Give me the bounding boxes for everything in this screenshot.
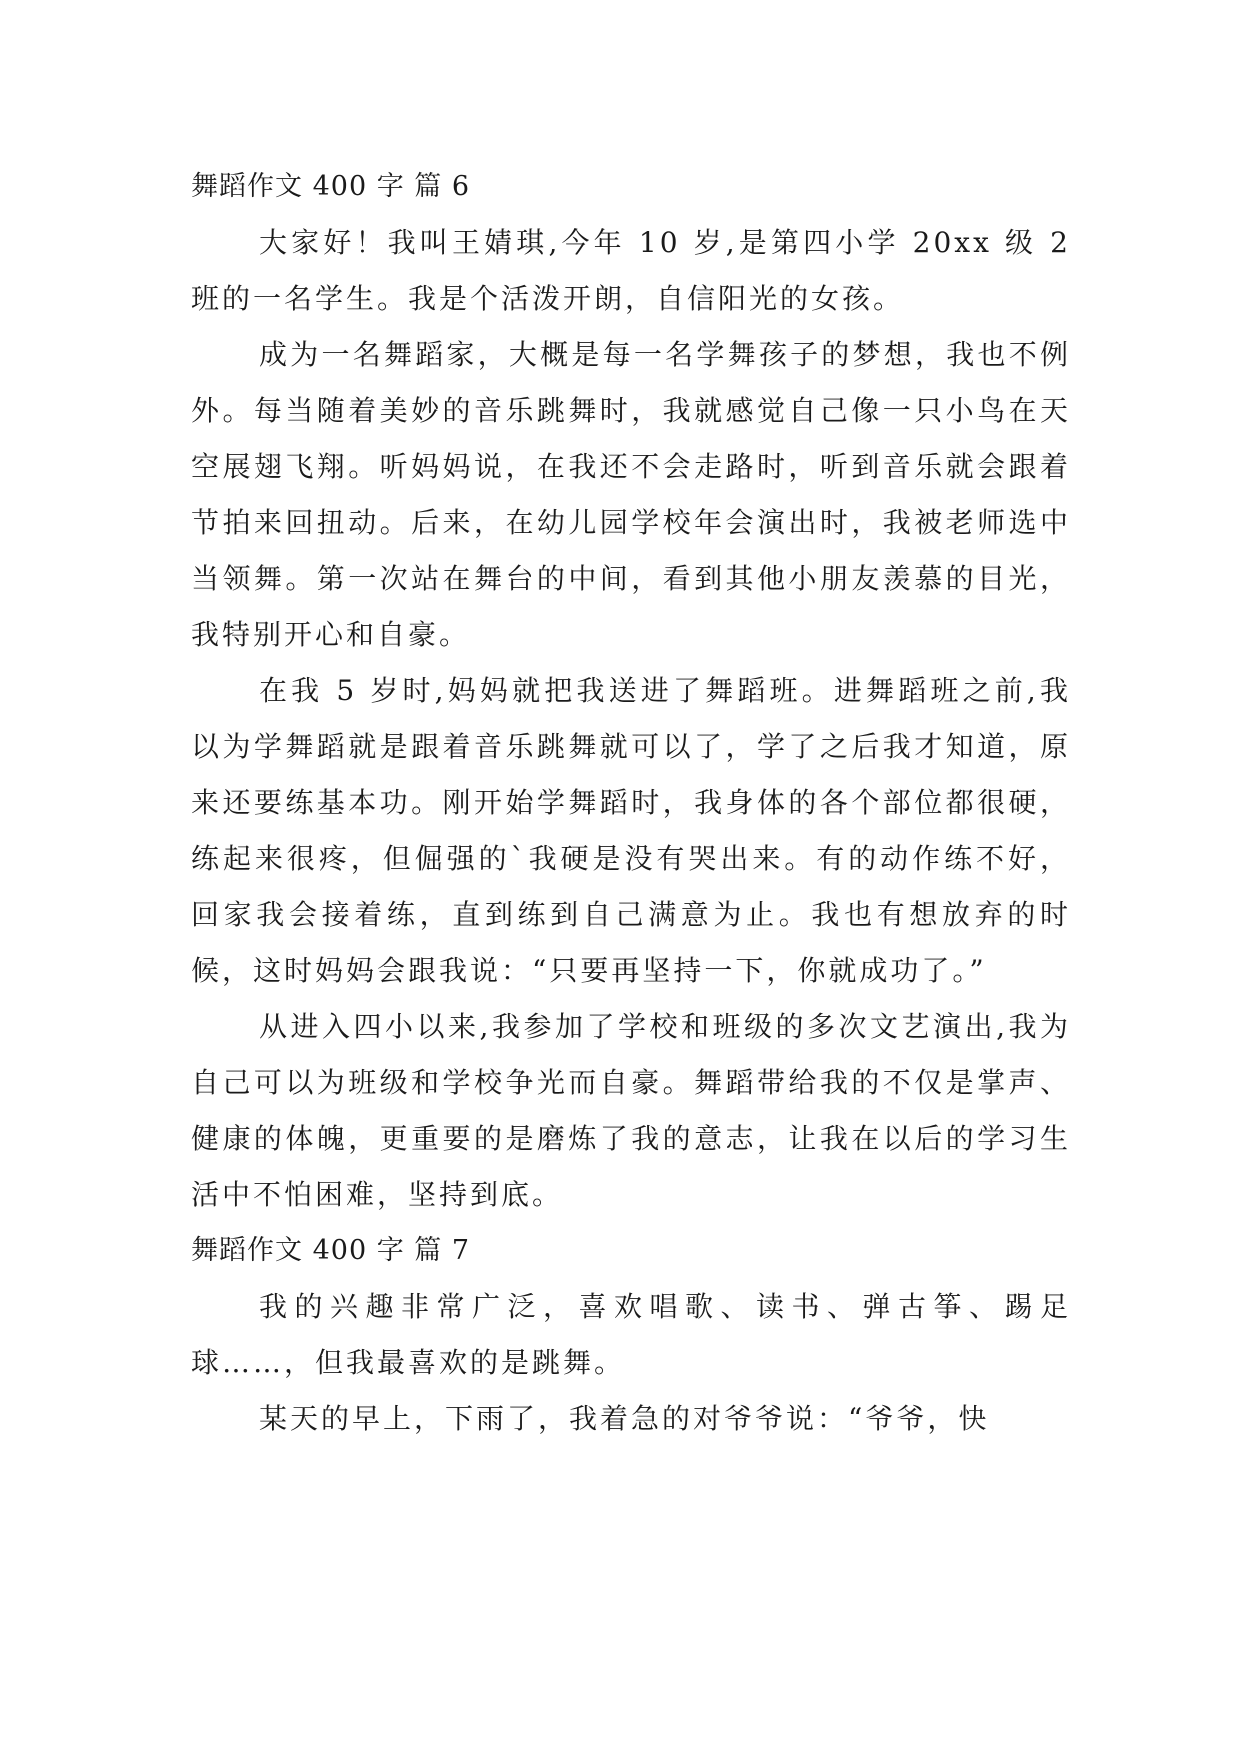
section-heading-7: 舞蹈作文 400 字 篇 7 xyxy=(191,1235,471,1266)
paragraph: 大家好！我叫王婧琪,今年 10 岁,是第四小学 20xx 级 2 班的一名学生。我是个活泼开朗，自信阳光的女孩。 xyxy=(191,226,1071,315)
paragraph: 某天的早上，下雨了，我着急的对爷爷说：“爷爷，快 xyxy=(259,1402,990,1435)
paragraph: 我的兴趣非常广泛，喜欢唱歌、读书、弹古筝、踢足球……，但我最喜欢的是跳舞。 xyxy=(191,1290,1071,1379)
document-body xyxy=(191,159,1071,1447)
paragraph: 成为一名舞蹈家，大概是每一名学舞孩子的梦想，我也不例外。每当随着美妙的音乐跳舞时，我就感觉自己像一只小鸟在天空展翅飞翔。听妈妈说，在我还不会走路时，听到音乐就会跟着节拍来回扭动。后来，在幼儿园学校年会演出时，我被老师选中当领舞。第一次站在舞台的中间，看到其他小朋友羡慕的目光，我特别开心和自豪。 xyxy=(191,338,1071,651)
paragraph: 从进入四小以来,我参加了学校和班级的多次文艺演出,我为自己可以为班级和学校争光而自豪。舞蹈带给我的不仅是掌声、健康的体魄，更重要的是磨炼了我的意志，让我在以后的学习生活中不怕困难，坚持到底。 xyxy=(191,1010,1071,1211)
paragraph: 在我 5 岁时,妈妈就把我送进了舞蹈班。进舞蹈班之前,我以为学舞蹈就是跟着音乐跳舞就可以了，学了之后我才知道，原来还要练基本功。刚开始学舞蹈时，我身体的各个部位都很硬，练起来很疼，但倔强的`我硬是没有哭出来。有的动作练不好，回家我会接着练，直到练到自己满意为止。我也有想放弃的时候，这时妈妈会跟我说：“只要再坚持一下，你就成功了。” xyxy=(191,674,1071,987)
section-heading-6: 舞蹈作文 400 字 篇 6 xyxy=(191,171,471,202)
